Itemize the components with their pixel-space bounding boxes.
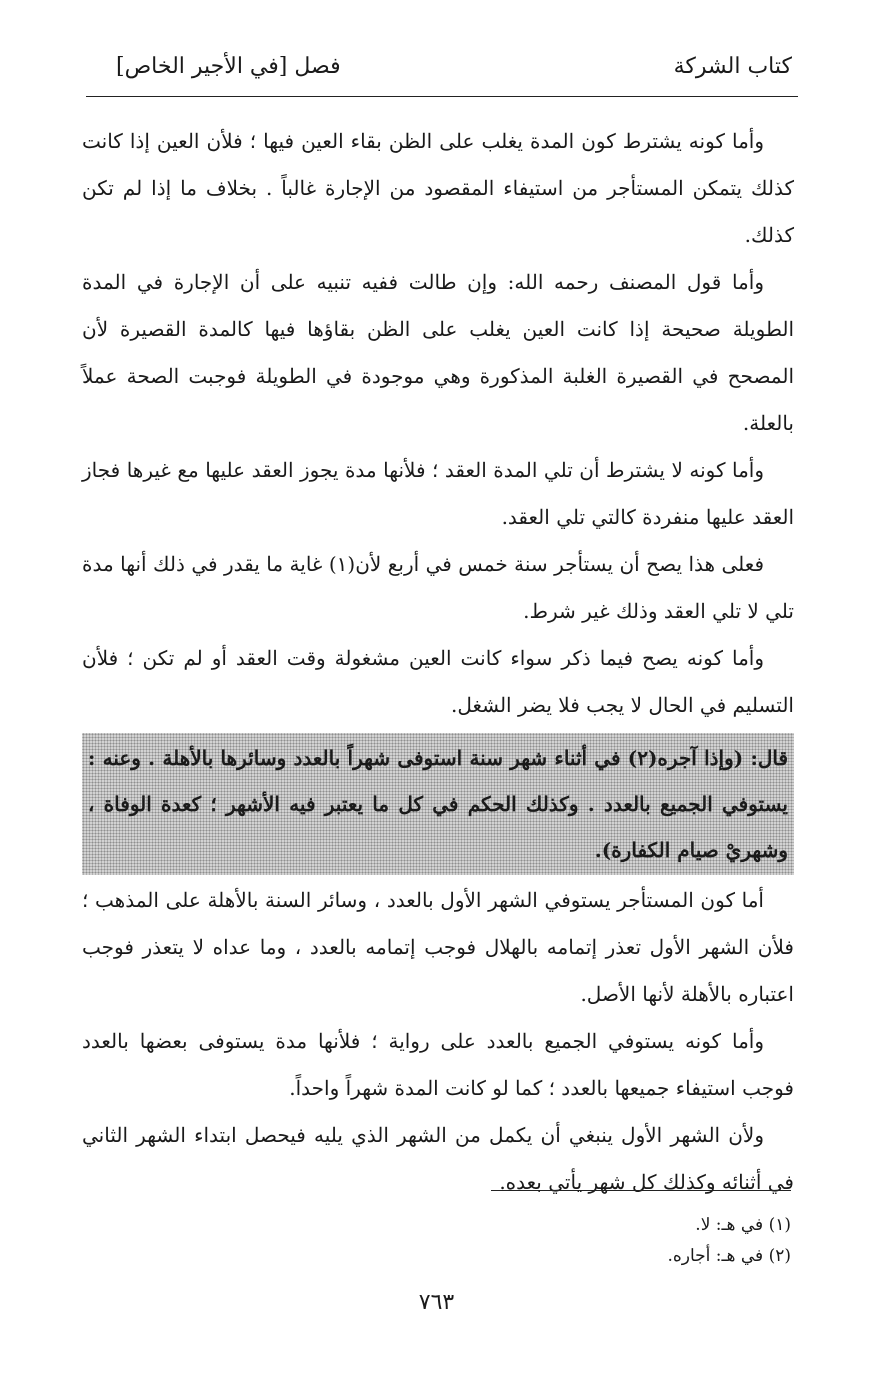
book-title: كتاب الشركة	[673, 54, 792, 79]
footnote-separator	[491, 1190, 791, 1191]
section-title: فصل [في الأجير الخاص]	[116, 54, 341, 79]
paragraph: وأما كونه يصح فيما ذكر سواء كانت العين مشغولة وقت العقد أو لم تكن ؛ فلأن التسليم في الحال لا يجب فلا يضر الشغل.	[82, 646, 794, 717]
paragraph: وأما قول المصنف رحمه الله: وإن طالت ففيه تنبيه على أن الإجارة في المدة الطويلة صحيحة إذا كانت العين يغلب على الظن بقاؤها فيها كالمدة القصيرة لأن المصحح في القصيرة الغلبة المذكورة وهي موجودة في الطويلة فوجبت الصحة عملاً بالعلة.	[82, 270, 794, 435]
paragraph: وأما كونه لا يشترط أن تلي المدة العقد ؛ فلأنها مدة يجوز العقد عليها مع غيرها فجاز العقد عليها منفردة كالتي تلي العقد.	[82, 458, 794, 529]
paragraph: وأما كونه يستوفي الجميع بالعدد على رواية ؛ فلأنها مدة يستوفى بعضها بالعدد فوجب استيفاء جميعها بالعدد ؛ كما لو كانت المدة شهراً واحداً.	[82, 1029, 794, 1100]
paragraph: فعلى هذا يصح أن يستأجر سنة خمس في أربع لأن(١) غاية ما يقدر في ذلك أنها مدة تلي لا تلي العقد وذلك غير شرط.	[82, 552, 794, 623]
footnotes	[79, 1210, 791, 1272]
paragraph: أما كون المستأجر يستوفي الشهر الأول بالعدد ، وسائر السنة بالأهلة على المذهب ؛ فلأن الشهر الأول تعذر إتمامه بالهلال فوجب إتمامه بالعدد ، وما عداه لا يتعذر فوجب اعتباره بالأهلة لأنها الأصل.	[82, 888, 794, 1006]
paragraph: وأما كونه يشترط كون المدة يغلب على الظن بقاء العين فيها ؛ فلأن العين إذا كانت كذلك يتمكن المستأجر من استيفاء المقصود من الإجارة غالباً . بخلاف ما إذا لم تكن كذلك.	[82, 129, 794, 247]
footnote: (١) في هـ: لا.	[695, 1215, 791, 1235]
paragraph: ولأن الشهر الأول ينبغي أن يكمل من الشهر الذي يليه فيحصل ابتداء الشهر الثاني في أثنائه وكذلك كل شهر يأتي بعده.	[82, 1123, 794, 1194]
matn-quote-block: قال: (وإذا آجره(٢) في أثناء شهر سنة استوفى شهراً بالعدد وسائرها بالأهلة . وعنه : يستوفي الجميع بالعدد . وكذلك الحكم في كل ما يعتبر فيه الأشهر ؛ كعدة الوفاة ، وشهريْ صيام الكفارة).	[82, 733, 794, 875]
footnote: (٢) في هـ: أجاره.	[667, 1246, 791, 1266]
running-header	[86, 44, 798, 97]
page-number: ٧٦٣	[418, 1290, 455, 1315]
main-text	[82, 118, 794, 1206]
